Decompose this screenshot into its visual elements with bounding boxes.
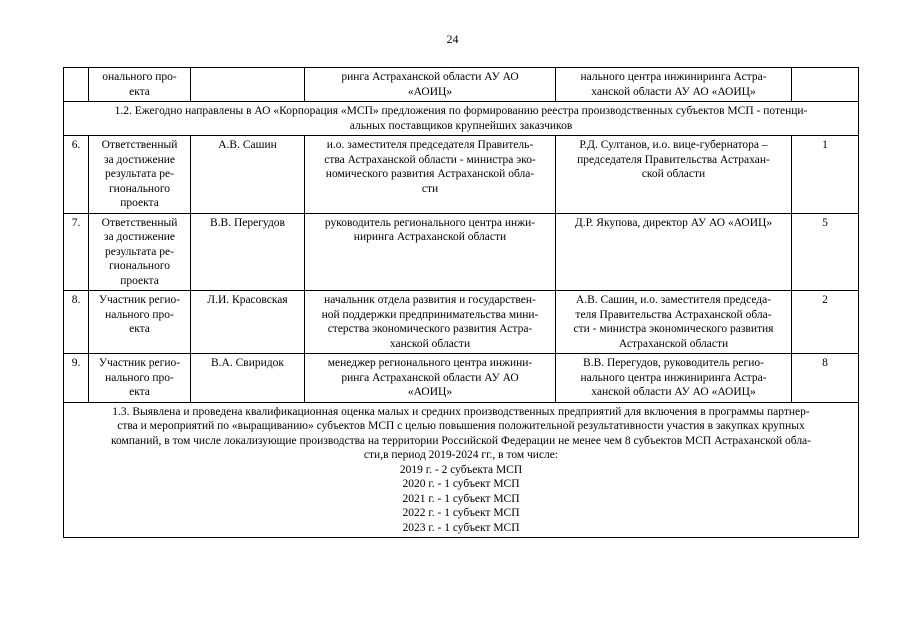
load-cell: 8 bbox=[792, 354, 859, 403]
year-line: 2023 г. - 1 субъект МСП bbox=[402, 521, 520, 534]
name-cell: В.В. Перегудов bbox=[191, 213, 305, 291]
name-cell: Л.И. Красовская bbox=[191, 291, 305, 354]
section-row bbox=[64, 102, 859, 136]
year-line: 2021 г. - 1 субъект МСП bbox=[402, 492, 520, 505]
row-number-cell: 9. bbox=[64, 354, 89, 403]
page-number: 24 bbox=[446, 32, 459, 46]
position-cell: менеджер регионального центра инжини- ринга Астраханской области АУ АО «АОИЦ» bbox=[305, 354, 556, 403]
year-line: 2019 г. - 2 субъекта МСП bbox=[399, 463, 523, 476]
section-1-3-text: 1.3. Выявлена и проведена квалификационная оценка малых и средних производственных предприятий для включения в программы партнер- ства и мероприятий по «выращиванию» субъектов МСП с целью повышения положительной результативности участия в закупках крупных компаний, в том числе локализующие производства на территории Российской Федерации не менее чем 8 субъектов МСП Астраханской обла- сти,в период 2019-2024 гг., в том числе: bbox=[110, 405, 811, 461]
responsibility-table bbox=[63, 67, 859, 538]
supervisor-cell: В.В. Перегудов, руководитель регио- нального центра инжиниринга Астра- ханской области АУ АО «АОИЦ» bbox=[556, 354, 792, 403]
position-cell: руководитель регионального центра инжи- ниринга Астраханской области bbox=[305, 213, 556, 291]
load-cell: 1 bbox=[792, 136, 859, 214]
name-cell: В.А. Свиридок bbox=[191, 354, 305, 403]
row-number-cell: 6. bbox=[64, 136, 89, 214]
role-cell: Участник регио- нального про- екта bbox=[89, 354, 191, 403]
section-row bbox=[64, 402, 859, 538]
position-cell: начальник отдела развития и государствен- ной поддержки предпринимательства мини- стерства экономического развития Астра- ханской области bbox=[305, 291, 556, 354]
supervisor-cell: А.В. Сашин, и.о. заместителя председа- теля Правительства Астраханской обла- сти - министра экономического развития Астраханской области bbox=[556, 291, 792, 354]
position-cell: ринга Астраханской области АУ АО «АОИЦ» bbox=[305, 68, 556, 102]
load-cell: 5 bbox=[792, 213, 859, 291]
position-cell: и.о. заместителя председателя Правитель- ства Астраханской области - министра эко- номического развития Астраханской обла- сти bbox=[305, 136, 556, 214]
role-cell: Ответственный за достижение результата ре- гионального проекта bbox=[89, 136, 191, 214]
role-cell: Участник регио- нального про- екта bbox=[89, 291, 191, 354]
role-cell: Ответственный за достижение результата ре- гионального проекта bbox=[89, 213, 191, 291]
section-1-3 bbox=[64, 402, 859, 538]
table-row bbox=[64, 213, 859, 291]
supervisor-cell: Д.Р. Якупова, директор АУ АО «АОИЦ» bbox=[556, 213, 792, 291]
load-cell: 2 bbox=[792, 291, 859, 354]
table-row bbox=[64, 291, 859, 354]
year-line: 2022 г. - 1 субъект МСП bbox=[402, 507, 520, 519]
table-row bbox=[64, 136, 859, 214]
supervisor-cell: нального центра инжиниринга Астра- ханской области АУ АО «АОИЦ» bbox=[556, 68, 792, 102]
table-row-continued bbox=[64, 68, 859, 102]
year-line: 2020 г. - 1 субъект МСП bbox=[402, 478, 520, 490]
section-1-2-text: 1.2. Ежегодно направлены в АО «Корпорация «МСП» предложения по формированию реестра производственных субъектов МСП - потенци- альных поставщиков крупнейших заказчиков bbox=[64, 102, 859, 136]
supervisor-cell: Р.Д. Султанов, и.о. вице-губернатора – председателя Правительства Астрахан- ской области bbox=[556, 136, 792, 214]
role-cell: онального про- екта bbox=[89, 68, 191, 102]
row-number-cell: 8. bbox=[64, 291, 89, 354]
row-number-cell: 7. bbox=[64, 213, 89, 291]
table-row bbox=[64, 354, 859, 403]
year-list bbox=[68, 463, 854, 536]
name-cell: А.В. Сашин bbox=[191, 136, 305, 214]
